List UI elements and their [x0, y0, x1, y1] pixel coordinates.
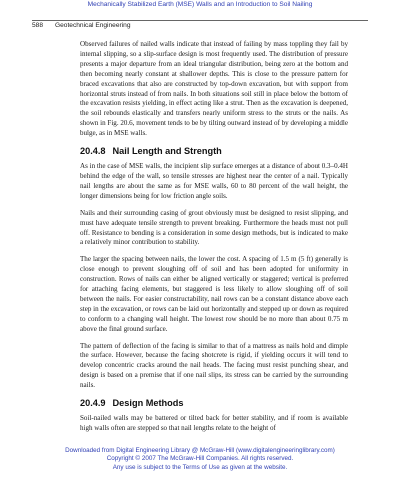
body-paragraph-intro: Observed failures of nailed walls indicate that instead of failing by mass toppling they fail by internal slipping, so a slip-surface design is most frequently used. The distribution of pressure presents a major departure from an ideal triangular distribution, being zero at the bottom and then becoming nearly constant at shallower depths. This is close to the pressure pattern for braced excavations that also are constructed by top-down excavation, but with support from horizontal struts instead of from nails. In both situations soil still in place below the bottom of the excavation resists yielding, in effect acting like a strut. Then as the excavation is deepened, the soil rebounds elastically and transfers nearly uniform stress to the struts or the nails. As shown in Fig. 20.6, movement tends to be by tilting outward instead of by developing a middle bulge, as in MSE walls. [80, 40, 348, 138]
header-rule [32, 20, 368, 21]
body-paragraph: As in the case of MSE walls, the incipient slip surface emerges at a distance of about 0.3–0.4H behind the edge of the wall, so tensile stresses are highest near the center of a nail. Typically nail lengths are about the same as for MSE walls, 60 to 80 percent of the wall height, the longer dimensions being for low friction angle soils. [80, 162, 348, 200]
body-paragraph: Nails and their surrounding casing of grout obviously must be designed to resist slipping, and must have adequate tensile strength to prevent breaking. Furthermore the heads must not pull off. Resistance to bending is a consideration in some design methods, but is indicated to make a relatively minor contribution to stability. [80, 208, 348, 247]
section-number: 20.4.9 [80, 398, 106, 409]
section-title: Design Methods [112, 398, 184, 409]
section-heading-nail-length [80, 146, 348, 156]
section-heading-design-methods [80, 398, 348, 408]
terms-of-use-line: Any use is subject to the Terms of Use as given at the website. [112, 463, 288, 471]
body-paragraph: The pattern of deflection of the facing is similar to that of a mattress as nails hold and dimple the surface. However, because the facing shotcrete is rigid, if yielding occurs it will tend to develop concentric cracks around the nail heads. The facing must resist punching shear, and design is based on a premise that if one nail slips, its stress can be carried by the surrounding nails. [80, 341, 348, 390]
section-number: 20.4.8 [80, 146, 106, 157]
body-paragraph: Soil-nailed walls may be battered or tilted back for better stability, and if room is available high walls often are stepped so that nail lengths relate to the height of [80, 414, 348, 432]
copyright-line: Copyright © 2007 The McGraw-Hill Companies. All rights reserved. [106, 455, 294, 463]
running-head: Geotechnical Engineering [55, 22, 131, 29]
body-paragraph: The larger the spacing between nails, the lower the cost. A spacing of 1.5 m (5 ft) generally is close enough to prevent sloughing off of soil and has been adopted for uniformity in construction. Rows of nails can either be aligned vertically or staggered; vertical is preferred for attaching facing elements, but staggered is less likely to allow sloughing off of soil between the nails. For easier constructability, nail rows can be a constant distance above each step in the excavation, or rows can be laid out horizontally and stepped up or down as required to conform to a changing wall height. The lowest row should be no more than about 0.75 m above the final ground surface. [80, 255, 348, 333]
download-source-link[interactable]: Downloaded from Digital Engineering Library @ McGraw-Hill (www.digitalengineeringlibrary.com) [65, 447, 335, 454]
book-banner-title: Mechanically Stabilized Earth (MSE) Walls and an Introduction to Soil Nailing [87, 1, 313, 8]
copyright-footer [0, 447, 400, 472]
section-title: Nail Length and Strength [112, 146, 222, 157]
page-body [80, 40, 348, 441]
page-number: 588 [32, 22, 44, 29]
